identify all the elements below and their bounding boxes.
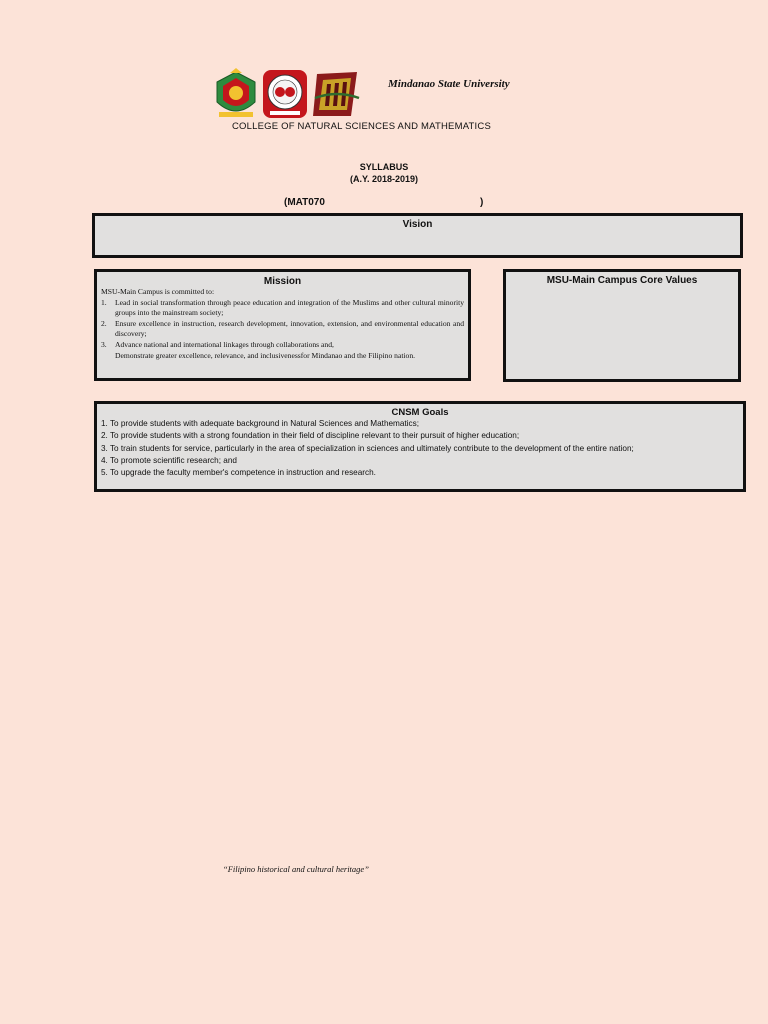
mission-item-text: Lead in social transformation through peace education and integration of the Muslims and other cultural minority groups into the mainstream society; bbox=[115, 297, 464, 318]
goal-item: 5. To upgrade the faculty member's competence in instruction and research. bbox=[101, 468, 376, 478]
syllabus-heading: SYLLABUS bbox=[359, 162, 409, 172]
vision-heading: Vision bbox=[402, 219, 433, 230]
mission-continuation: Demonstrate greater excellence, relevance, and inclusivenessfor Mindanao and the Filipino nation. bbox=[115, 350, 416, 360]
department-logo bbox=[311, 68, 363, 120]
academic-year: (A.Y. 2018-2019) bbox=[349, 174, 419, 184]
mission-intro: MSU-Main Campus is committed to: bbox=[101, 287, 215, 296]
vision-box bbox=[92, 213, 743, 258]
syllabus-title bbox=[0, 161, 768, 185]
mission-item bbox=[101, 298, 464, 319]
mission-heading: Mission bbox=[263, 276, 302, 287]
university-name: Mindanao State University bbox=[388, 78, 510, 90]
mission-item bbox=[101, 340, 464, 351]
goal-item: 3. To train students for service, particularly in the area of specialization in sciences and ultimately contribute to the development of the entire nation; bbox=[101, 443, 634, 453]
cnsm-goals-box bbox=[94, 401, 746, 492]
mission-item-number: 3. bbox=[101, 339, 107, 349]
mission-box bbox=[94, 269, 471, 381]
college-name: COLLEGE OF NATURAL SCIENCES AND MATHEMATICS bbox=[232, 121, 491, 132]
cnsm-seal-logo bbox=[262, 68, 308, 120]
goals-list bbox=[101, 418, 739, 479]
mission-list bbox=[101, 298, 464, 351]
core-values-heading: MSU-Main Campus Core Values bbox=[546, 275, 698, 286]
mission-item-text: Advance national and international linkages through collaborations and, bbox=[115, 339, 334, 349]
cnsm-goals-heading: CNSM Goals bbox=[391, 407, 449, 418]
mission-item-text: Ensure excellence in instruction, research development, innovation, extension, and environmental education and discovery; bbox=[115, 318, 464, 339]
course-code: (MAT070 bbox=[284, 197, 325, 208]
mission-item-number: 1. bbox=[101, 297, 107, 307]
core-values-box bbox=[503, 269, 741, 382]
mission-item-number: 2. bbox=[101, 318, 107, 328]
course-code-close: ) bbox=[480, 197, 484, 208]
msu-seal-logo bbox=[213, 68, 259, 120]
goal-item: 2. To provide students with a strong foundation in their field of discipline relevant to their pursuit of higher education; bbox=[101, 431, 520, 441]
footer-quote: “Filipino historical and cultural heritage” bbox=[223, 864, 369, 874]
mission-item bbox=[101, 319, 464, 340]
goal-item: 1. To provide students with adequate background in Natural Sciences and Mathematics; bbox=[101, 419, 419, 428]
mission-body bbox=[101, 287, 464, 361]
goal-item: 4. To promote scientific research; and bbox=[101, 455, 237, 465]
